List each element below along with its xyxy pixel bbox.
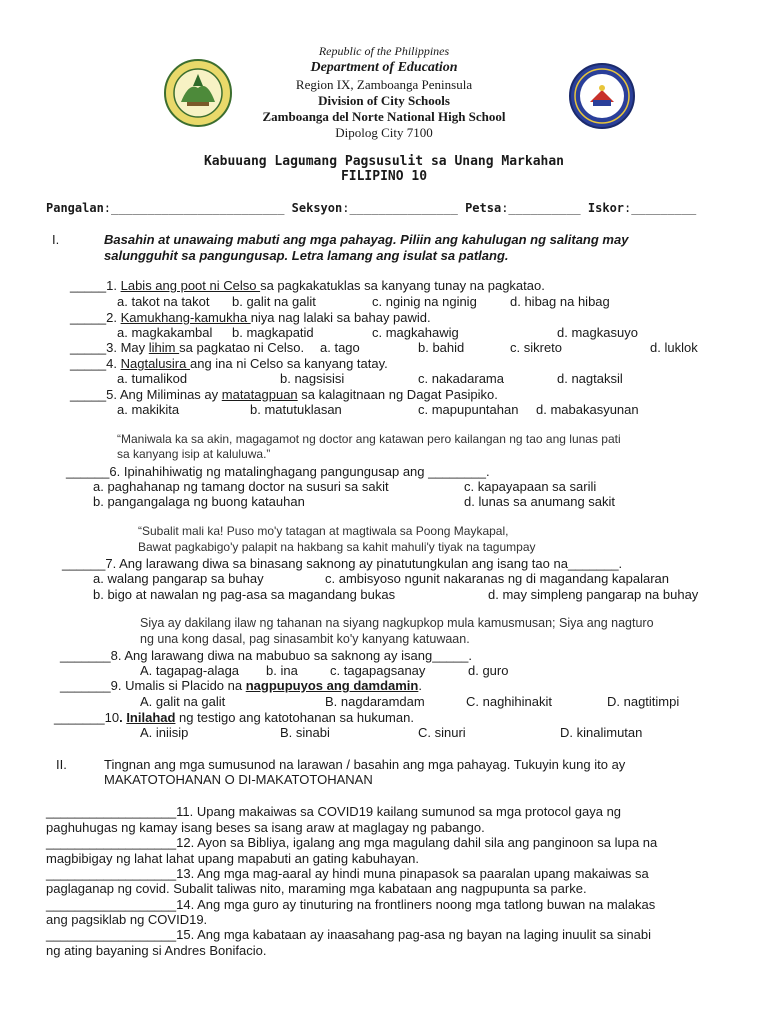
q3-choice-b: b. bahid — [418, 340, 465, 355]
q9-choice-d: D. nagtitimpi — [607, 694, 680, 709]
department-line: Department of Education — [310, 60, 458, 75]
question-4: _____4. Nagtalusira ang ina ni Celso sa kanyang tatay. — [70, 356, 388, 371]
question-2: _____2. Kamukhang-kamukha niya nag lalaki sa bahay pawid. — [70, 310, 431, 325]
q6-quote-line1: “Maniwala ka sa akin, magagamot ng doctor ang katawan pero kailangan ng tao ang lunas pati — [117, 432, 621, 446]
q8-choice-a: A. tagapag-alaga — [140, 663, 240, 678]
q4-underlined: Nagtalusira — [120, 356, 190, 371]
q3-choice-c: c. sikreto — [510, 340, 563, 355]
q1-choice-d: d. hibag na hibag — [510, 294, 610, 309]
q3-underlined: lihim — [148, 340, 180, 355]
question-15-line1: __________________15. Ang mga kabataan ay inaasahang pag-asa ng bayan na laging inuulit sa sinabi — [46, 927, 651, 942]
part2-numeral: II. — [56, 757, 67, 772]
question-12-line2: magbibigay ng lahat lahat upang mapabuti an gating kabuhayan. — [46, 851, 419, 866]
q1-choice-a: a. takot na takot — [117, 294, 210, 309]
q10-choice-d: D. kinalimutan — [560, 725, 643, 740]
part1-numeral: I. — [52, 232, 60, 247]
q2-choice-d: d. magkasuyo — [557, 325, 638, 340]
q5-choice-c: c. mapupuntahan — [418, 402, 519, 417]
republic-line: Republic of the Philippines — [318, 44, 450, 58]
name-field[interactable]: :________________________ — [103, 201, 285, 215]
q9-choice-b: B. nagdaramdam — [325, 694, 425, 709]
q8-choice-d: d. guro — [468, 663, 509, 678]
q5-choice-d: d. mabakasyunan — [536, 402, 639, 417]
question-9: _______9. Umalis si Placido na nagpupuyos ang damdamin. — [60, 678, 422, 693]
q7-quote-line1: “Subalit mali ka! Puso mo'y tatagan at magtiwala sa Poong Maykapal, — [138, 524, 509, 538]
date-field[interactable]: :__________ — [501, 201, 581, 215]
part1-instruction-line1: Basahin at unawaing mabuti ang mga pahayag. Piliin ang kahulugan ng salitang may — [104, 232, 629, 247]
q6-choice-c: c. kapayapaan sa sarili — [464, 479, 597, 494]
date-label: Petsa — [465, 201, 502, 215]
q2-underlined: Kamukhang-kamukha — [120, 310, 251, 325]
part2-instruction-line1: Tingnan ang mga sumusunod na larawan / basahin ang mga pahayag. Tukuyin kung ito ay — [104, 757, 626, 772]
question-14-line1: __________________14. Ang mga guro ay tinuturing na frontliners noong mga tatlong buwan na malakas — [46, 897, 656, 912]
q4-choice-b: b. nagsisisi — [280, 371, 345, 386]
division-line: Division of City Schools — [318, 93, 450, 108]
q9-underlined: nagpupuyos ang damdamin — [245, 678, 419, 693]
question-8: _______8. Ang larawang diwa na mabubuo sa saknong ay isang_____. — [60, 648, 472, 663]
part2-instruction-line2: MAKATOTOHANAN O DI-MAKATOTOHANAN — [104, 772, 373, 787]
q6-choice-b: b. pangangalaga ng buong katauhan — [93, 494, 305, 509]
q7-quote-line2: Bawat pagkabigo'y palapit na hakbang sa kahit mahuli'y tiyak na tagumpay — [138, 540, 536, 554]
question-11-line2: paghuhugas ng kamay isang beses sa isang araw at maglagay ng pabango. — [46, 820, 485, 835]
question-13-line2: paglaganap ng covid. Subalit taliwas nito, maraming mga kabataan ang nagpupunta sa parke. — [46, 881, 587, 896]
q4-choice-a: a. tumalikod — [117, 371, 188, 386]
region-line: Region IX, Zamboanga Peninsula — [295, 77, 473, 92]
question-3: _____3. May lihim sa pagkatao ni Celso. — [70, 340, 305, 355]
q9-choice-c: C. naghihinakit — [466, 694, 552, 709]
question-7: ______7. Ang larawang diwa sa binasang saknong ay pinatutungkulan ang isang tao na_______. — [62, 556, 623, 571]
q10-choice-a: A. iniisip — [140, 725, 189, 740]
q9-choice-a: A. galit na galit — [140, 694, 226, 709]
q8-choice-c: c. tagapagsanay — [330, 663, 426, 678]
school-line: Zamboanga del Norte National High School — [262, 109, 506, 124]
score-label: Iskor — [587, 201, 625, 215]
q10-choice-b: B. sinabi — [280, 725, 330, 740]
name-label: Pangalan — [46, 201, 104, 215]
section-label: Seksyon — [291, 201, 343, 215]
q5-choice-a: a. makikita — [117, 402, 180, 417]
q4-choice-d: d. nagtaksil — [557, 371, 623, 386]
question-15-line2: ng ating bayaning si Andres Bonifacio. — [46, 943, 267, 958]
q6-choice-d: d. lunas sa anumang sakit — [464, 494, 616, 509]
q1-underlined: Labis ang poot ni Celso — [120, 278, 261, 293]
q6-quote-line2: sa kanyang isip at kaluluwa.” — [117, 447, 271, 461]
student-fields-row — [46, 201, 696, 215]
question-14-line2: ang pagsiklab ng COVID19. — [46, 912, 208, 927]
city-line: Dipolog City 7100 — [335, 125, 433, 140]
question-13-line1: __________________13. Ang mga mag-aaral ay hindi muna pinapasok sa paaralan upang makaiwas sa — [46, 866, 649, 881]
question-10: _______10. Inilahad ng testigo ang katotohanan sa hukuman. — [54, 710, 414, 725]
question-1: _____1. Labis ang poot ni Celso sa pagkakatuklas sa kanyang tunay na pagkatao. — [70, 278, 545, 293]
q1-choice-c: c. nginig na nginig — [372, 294, 477, 309]
q7-choice-b: b. bigo at nawalan ng pag-asa sa magandang bukas — [93, 587, 396, 602]
question-12-line1: __________________12. Ayon sa Bibliya, igalang ang mga magulang dahil sila ang panginoon sa lupa na — [46, 835, 658, 850]
q8-quote-line2: ng una kong dasal, pag sinasambit ko'y kanyang katuwaan. — [140, 632, 470, 646]
q1-choice-b: b. galit na galit — [232, 294, 316, 309]
exam-title: Kabuuang Lagumang Pagsusulit sa Unang Markahan — [203, 154, 565, 169]
q7-choice-a: a. walang pangarap sa buhay — [93, 571, 264, 586]
q10-underlined: Inilahad — [126, 710, 176, 725]
q8-choice-b: b. ina — [266, 663, 298, 678]
part1-instruction-line2: salungguhit sa pangungusap. Letra lamang ang isulat sa patlang. — [104, 248, 509, 263]
q5-choice-b: b. matutuklasan — [250, 402, 342, 417]
subject-title: FILIPINO 10 — [340, 169, 428, 184]
score-field[interactable]: :_________ — [624, 201, 697, 215]
section-field[interactable]: :_______________ — [342, 201, 458, 215]
q8-quote-line1: Siya ay dakilang ilaw ng tahanan na siyang nagkupkop mula kamusmusan; Siya ang nagturo — [140, 616, 654, 630]
q2-choice-b: b. magkapatid — [232, 325, 314, 340]
q3-choice-d: d. luklok — [650, 340, 698, 355]
q7-choice-d: d. may simpleng pangarap na buhay — [488, 587, 699, 602]
q2-choice-c: c. magkahawig — [372, 325, 459, 340]
q7-choice-c: c. ambisyoso ngunit nakaranas ng di magandang kapalaran — [325, 571, 670, 586]
q10-choice-c: C. sinuri — [418, 725, 466, 740]
q5-underlined: matatagpuan — [221, 387, 298, 402]
q3-choice-a: a. tago — [320, 340, 360, 355]
q4-choice-c: c. nakadarama — [418, 371, 504, 386]
question-5: _____5. Ang Miliminas ay matatagpuan sa kalagitnaan ng Dagat Pasipiko. — [70, 387, 498, 402]
q6-choice-a: a. paghahanap ng tamang doctor na susuri sa sakit — [93, 479, 389, 494]
q2-choice-a: a. magkakambal — [117, 325, 213, 340]
question-6: ______6. Ipinahihiwatig ng matalinghagang pangungusap ang ________. — [66, 464, 490, 479]
question-11-line1: __________________11. Upang makaiwas sa COVID19 kailang sumunod sa mga protocol gaya ng — [46, 804, 622, 819]
